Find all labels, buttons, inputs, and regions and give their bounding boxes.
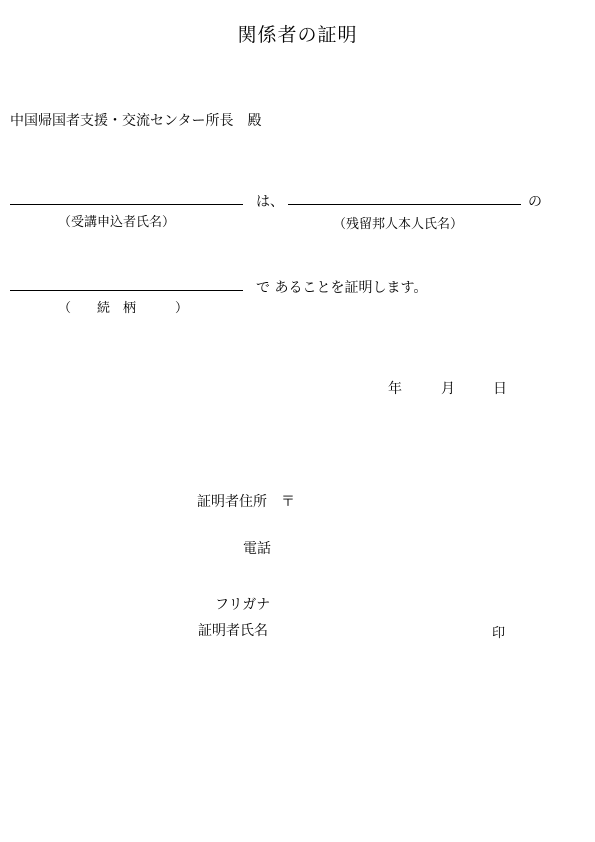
particle-no: の [528,194,542,210]
returnee-name-line [288,204,521,205]
phone-label: 電話 [243,541,271,557]
date-month-label: 月 [441,381,455,397]
relationship-caption: （ 続 柄 ） [58,301,189,316]
relationship-line [10,290,243,291]
particle-wa: は、 [256,194,284,210]
certifier-name-label: 証明者氏名 [198,623,268,639]
date-day-label: 日 [493,381,507,397]
addressee: 中国帰国者支援・交流センター所長 殿 [10,113,262,129]
date-year-label: 年 [388,381,402,397]
certifier-address-label: 証明者住所 [197,494,267,510]
certification-statement: で あることを証明します。 [256,280,428,296]
document-title: 関係者の証明 [237,24,358,46]
returnee-name-caption: （残留邦人本人氏名） [333,217,464,232]
postal-mark: 〒 [281,494,295,510]
furigana-label: フリガナ [215,597,271,613]
applicant-name-line [10,204,243,205]
applicant-name-caption: （受講申込者氏名） [58,215,176,230]
seal-mark: 印 [492,626,506,641]
